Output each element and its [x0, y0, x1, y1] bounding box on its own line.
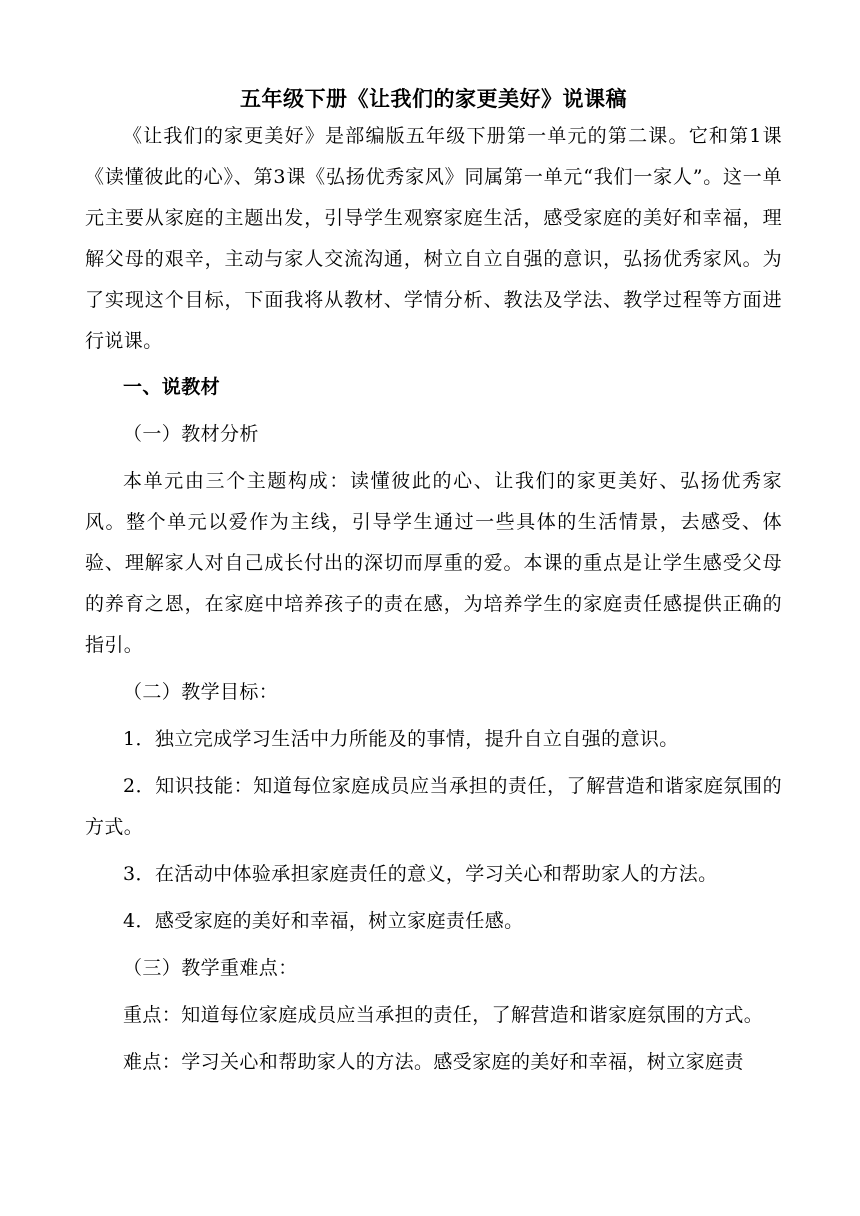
- goal-item-4: 4．感受家庭的美好和幸福，树立家庭责任感。: [123, 910, 524, 932]
- goal-item-3: 3．在活动中体验承担家庭责任的意义，学习关心和帮助家人的方法。: [123, 863, 718, 885]
- subsection-heading-teaching-goals: （二）教学目标：: [123, 681, 279, 703]
- key-point-paragraph: 重点：知道每位家庭成员应当承担的责任，了解营造和谐家庭氛围的方式。: [123, 1004, 764, 1026]
- intro-paragraph: 《让我们的家更美好》是部编版五年级下册第一单元的第二课。它和第1课《读懂彼此的心》、第3课《弘扬优秀家风》同属第一单元“我们一家人”。这一单元主要从家庭的主题出发，引导学生观察家庭生活，感受家庭的美好和幸福，理解父母的艰辛，主动与家人交流沟通，树立自立自强的意识，弘扬优秀家风。为了实现这个目标，下面我将从教材、学情分析、教法及学法、教学过程等方面进行说课。: [85, 125, 782, 352]
- subsection-heading-key-difficult-points: （三）教学重难点：: [123, 957, 298, 979]
- subsection-heading-material-analysis: （一）教材分析: [123, 423, 259, 445]
- difficult-point-paragraph: 难点：学习关心和帮助家人的方法。感受家庭的美好和幸福，树立家庭责: [123, 1051, 744, 1073]
- section-heading-teaching-material: 一、说教材: [123, 376, 221, 398]
- goal-item-1: 1．独立完成学习生活中力所能及的事情，提升自立自强的意识。: [123, 728, 679, 750]
- material-analysis-paragraph: 本单元由三个主题构成：读懂彼此的心、让我们的家更美好、弘扬优秀家风。整个单元以爱作为主线，引导学生通过一些具体的生活情景，去感受、体验、理解家人对自己成长付出的深切而厚重的爱。本课的重点是让学生感受父母的养育之恩，在家庭中培养孩子的责在感，为培养学生的家庭责任感提供正确的指引。: [85, 470, 782, 656]
- goal-item-2: 2．知识技能：知道每位家庭成员应当承担的责任，了解营造和谐家庭氛围的方式。: [85, 775, 782, 838]
- document-title: 五年级下册《让我们的家更美好》说课稿: [240, 87, 627, 111]
